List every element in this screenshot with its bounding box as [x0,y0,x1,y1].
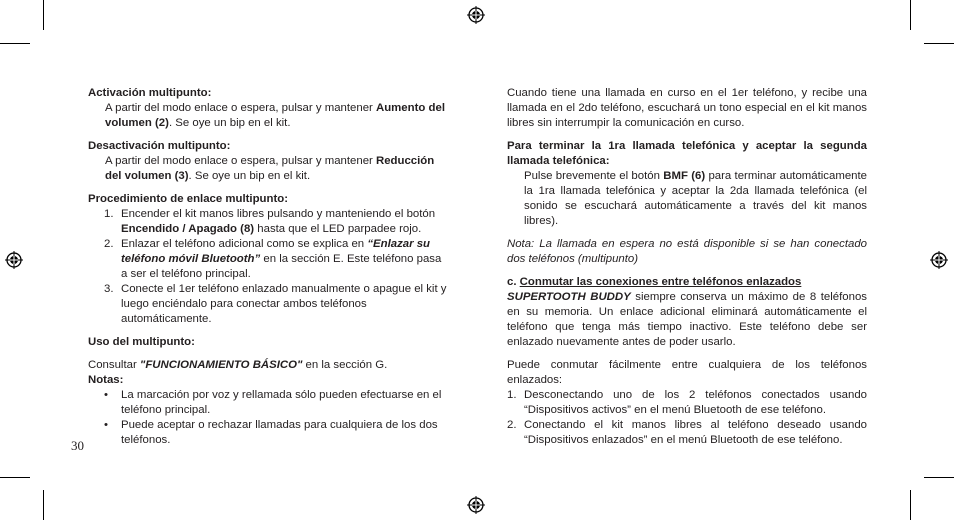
text-run: siempre conserva un máximo de 8 teléfonos en su memoria. Un enlace adicional eliminará automáticamente el teléfono que tenga más tiempo inactivo. Este teléfono debe ser enlazado nuevamente antes de poder usarlo. [507,291,867,348]
notes-heading: Notas: [88,374,124,386]
list-number: 2. [104,238,114,250]
registration-mark-icon [5,251,23,269]
bold-run: BMF (6) [663,170,706,182]
list-number: 1. [104,208,114,220]
crop-mark [43,490,44,520]
bold-run: Reducción del volumen (3) [105,155,435,182]
text-run: hasta que el LED parpadee rojo. [254,223,422,235]
activation-text [88,101,448,131]
text-run: Conectando el kit manos libres al teléfono deseado usando “Dispositivos enlazados” en el menú Bluetooth de ese teléfono. [524,419,867,446]
brand-name: SUPERTOOTH BUDDY [507,291,631,303]
text-run: Enlazar el teléfono adicional como se explica en [121,238,368,250]
usage-heading: Uso del multipunto: [88,336,195,348]
list-item [507,388,867,418]
list-item [88,282,448,327]
crop-mark [0,43,30,44]
crop-mark [43,0,44,30]
text-run: en la sección E. Este teléfono pasa a ser el teléfono principal. [121,253,442,280]
deactivation-heading: Desactivación multipunto: [88,140,231,152]
list-number: 1. [507,389,517,401]
text-run: para terminar automáticamente la 1ra llamada telefónica y aceptar la 2da llamada telefónica (el sonido se escuchará automáticamente a través del kit manos libres). [524,170,867,227]
usage-text [88,358,448,373]
crop-mark [924,477,954,478]
switch-heading [507,275,867,290]
deactivation-text [88,154,448,184]
text-run: A partir del modo enlace o espera, pulsar y mantener [105,155,376,167]
bold-run: Encendido / Apagado (8) [121,223,255,235]
activation-heading: Activación multipunto: [88,87,212,99]
italic-run: “Enlazar su teléfono móvil Bluetooth” [121,238,430,265]
note-text: Nota: La llamada en espera no está disponible si se han conectado dos teléfonos (multipunto) [507,238,867,265]
crop-mark [924,43,954,44]
text-run: Puede aceptar o rechazar llamadas para cualquiera de los dos teléfonos. [121,419,438,446]
list-item [88,418,448,448]
heading-prefix: c. [507,276,520,288]
terminate-heading: Para terminar la 1ra llamada telefónica y aceptar la segunda llamada telefónica: [507,140,867,167]
text-run: . Se oye un bip en el kit. [188,170,311,182]
list-item [88,237,448,282]
text-run: A partir del modo enlace o espera, pulsar y mantener [105,102,376,114]
list-number: 2. [507,419,517,431]
bullet-icon: • [104,389,108,401]
procedure-heading: Procedimiento de enlace multipunto: [88,193,288,205]
crop-mark [0,477,30,478]
left-column [88,86,448,448]
heading-text: Conmutar las conexiones entre teléfonos enlazados [519,276,802,288]
switch-text [507,290,867,350]
bold-run: Aumento del volumen (2) [105,102,445,129]
crop-mark [910,490,911,520]
list-number: 3. [104,283,114,295]
italic-run: "FUNCIONAMIENTO BÁSICO" [139,359,303,371]
text-run: Encender el kit manos libres pulsando y manteniendo el botón [121,208,436,220]
text-run: . Se oye un bip en el kit. [168,117,291,129]
registration-mark-icon [467,496,485,514]
list-item [88,388,448,418]
registration-mark-icon [930,251,948,269]
list-item [88,207,448,237]
text-run: Consultar [88,359,140,371]
crop-mark [910,0,911,30]
intro-paragraph: Cuando tiene una llamada en curso en el 1er teléfono, y recibe una llamada en el 2do teléfono, escuchará un tono especial en el kit manos libres sin interrumpir la comunicación en curso. [507,87,867,129]
right-column [507,86,867,448]
terminate-text [507,169,867,229]
text-run: en la sección G. [302,359,388,371]
text-run: La marcación por voz y rellamada sólo pueden efectuarse en el teléfono principal. [121,389,442,416]
text-run: Conecte el 1er teléfono enlazado manualmente o apague el kit y luego enciéndalo para conectar ambos teléfonos automáticamente. [121,283,447,325]
registration-mark-icon [467,6,485,24]
list-item [507,418,867,448]
bullet-icon: • [104,419,108,431]
text-run: Desconectando uno de los 2 teléfonos conectados usando “Dispositivos activos” en el menú Bluetooth de ese teléfono. [524,389,867,416]
page-number: 30 [71,438,84,453]
switch-intro: Puede conmutar fácilmente entre cualquiera de los teléfonos enlazados: [507,359,867,386]
text-run: Pulse brevemente el botón [524,170,664,182]
